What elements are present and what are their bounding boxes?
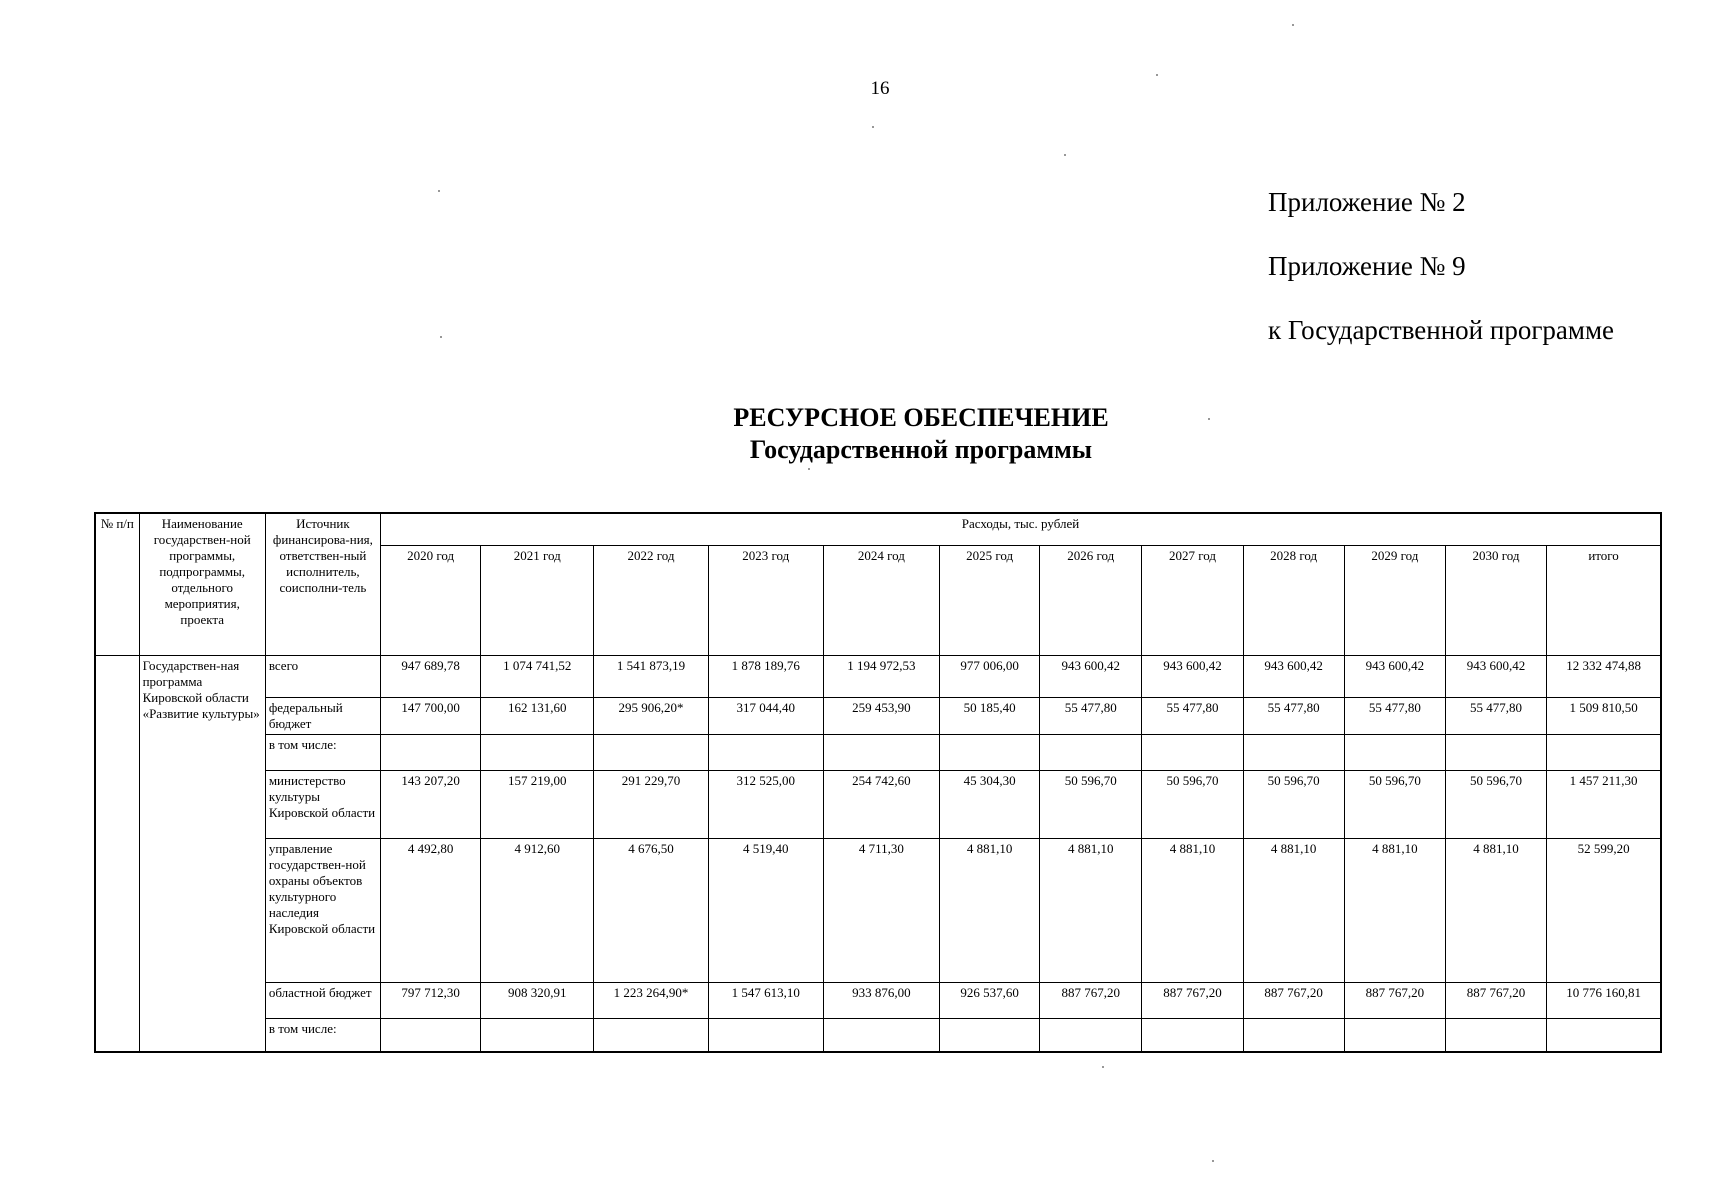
year-value-cell: 295 906,20* xyxy=(594,697,708,734)
year-value-cell: 797 712,30 xyxy=(381,982,481,1018)
year-value-cell: 50 596,70 xyxy=(1344,770,1445,838)
funding-source-cell: управление государствен-ной охраны объектов культурного наследия Кировской области xyxy=(265,838,380,982)
year-value-cell: 50 596,70 xyxy=(1142,770,1243,838)
scan-speck xyxy=(1156,74,1158,76)
scan-speck xyxy=(1208,418,1210,420)
year-value-cell xyxy=(708,734,823,770)
header-name: Наименование государствен-ной программы, подпрограммы, отдельного мероприятия, проекта xyxy=(139,513,265,655)
year-value-cell xyxy=(594,734,708,770)
year-value-cell: 4 881,10 xyxy=(1344,838,1445,982)
header-year: 2022 год xyxy=(594,545,708,655)
year-value-cell: 1 223 264,90* xyxy=(594,982,708,1018)
header-total: итого xyxy=(1547,545,1661,655)
year-value-cell: 4 881,10 xyxy=(1243,838,1344,982)
total-value-cell xyxy=(1547,734,1661,770)
year-value-cell xyxy=(1040,1018,1142,1052)
total-value-cell: 1 457 211,30 xyxy=(1547,770,1661,838)
year-value-cell: 943 600,42 xyxy=(1142,655,1243,697)
year-value-cell: 45 304,30 xyxy=(940,770,1040,838)
year-value-cell: 147 700,00 xyxy=(381,697,481,734)
year-value-cell: 908 320,91 xyxy=(481,982,594,1018)
year-value-cell: 4 881,10 xyxy=(1142,838,1243,982)
year-value-cell: 55 477,80 xyxy=(1243,697,1344,734)
year-value-cell: 291 229,70 xyxy=(594,770,708,838)
header-year: 2021 год xyxy=(481,545,594,655)
funding-source-cell: всего xyxy=(265,655,380,697)
funding-source-cell: областной бюджет xyxy=(265,982,380,1018)
year-value-cell: 1 194 972,53 xyxy=(823,655,939,697)
year-value-cell: 317 044,40 xyxy=(708,697,823,734)
table-row xyxy=(95,697,1661,734)
year-value-cell xyxy=(823,734,939,770)
header-year: 2026 год xyxy=(1040,545,1142,655)
appendix-line-1: Приложение № 2 xyxy=(1268,187,1466,217)
year-value-cell: 50 596,70 xyxy=(1445,770,1546,838)
scan-speck xyxy=(1102,1066,1104,1068)
year-value-cell: 943 600,42 xyxy=(1040,655,1142,697)
header-num: № п/п xyxy=(95,513,139,655)
year-value-cell: 887 767,20 xyxy=(1445,982,1546,1018)
year-value-cell: 4 881,10 xyxy=(1040,838,1142,982)
year-value-cell xyxy=(940,1018,1040,1052)
year-value-cell: 943 600,42 xyxy=(1344,655,1445,697)
year-value-cell xyxy=(381,734,481,770)
year-value-cell xyxy=(1142,734,1243,770)
year-value-cell: 977 006,00 xyxy=(940,655,1040,697)
funding-source-cell: в том числе: xyxy=(265,1018,380,1052)
year-value-cell: 933 876,00 xyxy=(823,982,939,1018)
year-value-cell: 4 711,30 xyxy=(823,838,939,982)
year-value-cell xyxy=(1040,734,1142,770)
table-row xyxy=(95,1018,1661,1052)
year-value-cell: 887 767,20 xyxy=(1142,982,1243,1018)
year-value-cell xyxy=(481,734,594,770)
year-value-cell: 312 525,00 xyxy=(708,770,823,838)
scan-speck xyxy=(872,126,874,128)
year-value-cell: 157 219,00 xyxy=(481,770,594,838)
appendix-line-3: к Государственной программе xyxy=(1268,315,1615,345)
year-value-cell: 1 074 741,52 xyxy=(481,655,594,697)
total-value-cell: 12 332 474,88 xyxy=(1547,655,1661,697)
header-year: 2028 год xyxy=(1243,545,1344,655)
year-value-cell xyxy=(1445,1018,1546,1052)
year-value-cell xyxy=(940,734,1040,770)
year-value-cell: 943 600,42 xyxy=(1445,655,1546,697)
table-row xyxy=(95,838,1661,982)
year-value-cell xyxy=(1243,1018,1344,1052)
year-value-cell xyxy=(1243,734,1344,770)
resource-table xyxy=(94,512,1662,1053)
year-value-cell: 55 477,80 xyxy=(1142,697,1243,734)
year-value-cell: 55 477,80 xyxy=(1445,697,1546,734)
table-row xyxy=(95,734,1661,770)
title-line-2: Государственной программы xyxy=(749,435,1093,464)
year-value-cell xyxy=(1344,734,1445,770)
total-value-cell: 1 509 810,50 xyxy=(1547,697,1661,734)
year-value-cell xyxy=(1344,1018,1445,1052)
header-source: Источник финансирова-ния, ответствен-ный исполнитель, соисполни-тель xyxy=(265,513,380,655)
year-value-cell: 259 453,90 xyxy=(823,697,939,734)
year-value-cell: 4 912,60 xyxy=(481,838,594,982)
year-value-cell xyxy=(381,1018,481,1052)
header-expenses: Расходы, тыс. рублей xyxy=(381,513,1661,545)
header-year: 2024 год xyxy=(823,545,939,655)
year-value-cell xyxy=(708,1018,823,1052)
year-value-cell: 4 676,50 xyxy=(594,838,708,982)
program-name-cell: Государствен-ная программа Кировской области «Развитие культуры» xyxy=(139,655,265,1052)
year-value-cell xyxy=(594,1018,708,1052)
funding-source-cell: в том числе: xyxy=(265,734,380,770)
header-year: 2025 год xyxy=(940,545,1040,655)
scan-speck xyxy=(440,336,442,338)
scan-speck xyxy=(438,190,440,192)
year-value-cell: 50 596,70 xyxy=(1040,770,1142,838)
total-value-cell: 10 776 160,81 xyxy=(1547,982,1661,1018)
table-row xyxy=(95,770,1661,838)
year-value-cell: 943 600,42 xyxy=(1243,655,1344,697)
year-value-cell: 1 541 873,19 xyxy=(594,655,708,697)
appendix-line-2: Приложение № 9 xyxy=(1268,251,1466,281)
year-value-cell: 4 881,10 xyxy=(940,838,1040,982)
year-value-cell: 4 492,80 xyxy=(381,838,481,982)
year-value-cell: 887 767,20 xyxy=(1040,982,1142,1018)
header-year: 2030 год xyxy=(1445,545,1546,655)
year-value-cell: 1 547 613,10 xyxy=(708,982,823,1018)
title-line-1: РЕСУРСНОЕ ОБЕСПЕЧЕНИЕ xyxy=(733,403,1109,432)
year-value-cell: 50 596,70 xyxy=(1243,770,1344,838)
funding-source-cell: федеральный бюджет xyxy=(265,697,380,734)
year-value-cell: 254 742,60 xyxy=(823,770,939,838)
table-row xyxy=(95,982,1661,1018)
year-value-cell: 4 881,10 xyxy=(1445,838,1546,982)
year-value-cell: 1 878 189,76 xyxy=(708,655,823,697)
year-value-cell xyxy=(1445,734,1546,770)
funding-source-cell: министерство культуры Кировской области xyxy=(265,770,380,838)
header-year: 2027 год xyxy=(1142,545,1243,655)
year-value-cell xyxy=(481,1018,594,1052)
header-year: 2023 год xyxy=(708,545,823,655)
total-value-cell xyxy=(1547,1018,1661,1052)
scan-speck xyxy=(1212,1160,1214,1162)
header-year: 2029 год xyxy=(1344,545,1445,655)
scan-speck xyxy=(1064,154,1066,156)
total-value-cell: 52 599,20 xyxy=(1547,838,1661,982)
scan-speck xyxy=(1292,24,1294,26)
year-value-cell xyxy=(1142,1018,1243,1052)
appendix-block xyxy=(1268,170,1614,362)
scan-speck xyxy=(808,468,810,470)
page-number: 16 xyxy=(870,78,890,99)
year-value-cell: 143 207,20 xyxy=(381,770,481,838)
year-value-cell: 162 131,60 xyxy=(481,697,594,734)
year-value-cell: 947 689,78 xyxy=(381,655,481,697)
year-value-cell xyxy=(823,1018,939,1052)
year-value-cell: 926 537,60 xyxy=(940,982,1040,1018)
year-value-cell: 887 767,20 xyxy=(1344,982,1445,1018)
year-value-cell: 887 767,20 xyxy=(1243,982,1344,1018)
year-value-cell: 55 477,80 xyxy=(1040,697,1142,734)
row-number-cell xyxy=(95,655,139,1052)
header-year: 2020 год xyxy=(381,545,481,655)
year-value-cell: 50 185,40 xyxy=(940,697,1040,734)
year-value-cell: 4 519,40 xyxy=(708,838,823,982)
year-value-cell: 55 477,80 xyxy=(1344,697,1445,734)
document-title xyxy=(0,402,1712,466)
table-row xyxy=(95,655,1661,697)
